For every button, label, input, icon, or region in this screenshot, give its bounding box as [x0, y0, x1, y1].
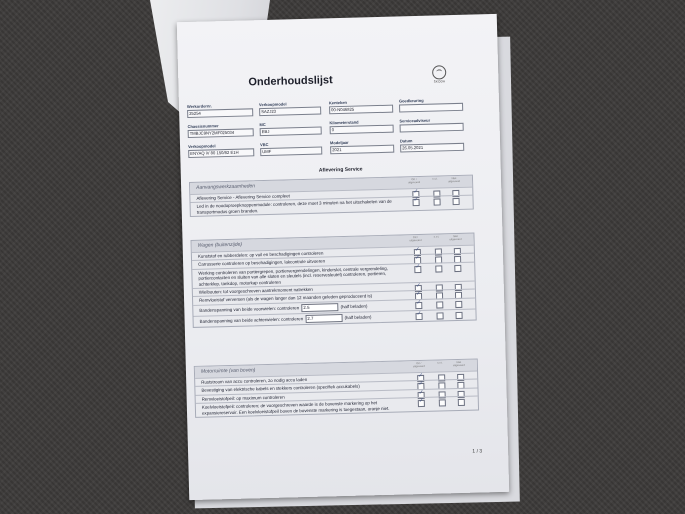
info-cell: [400, 137, 464, 152]
not-done-checkbox[interactable]: [454, 265, 461, 272]
info-label: Datum: [399, 138, 413, 144]
info-value: TMBJC9NY2MF025034: [188, 128, 254, 138]
info-cell: [187, 102, 253, 117]
row-text: Ruststroom van accu controleren, zo nodig accu laden: [201, 376, 308, 385]
row-text: Werking controleren van portiergrepen, portiervergrendelingen, kinderslot, centrale vergrendeling, portiercontacten en sluiten van alle sloten en sleutels (incl. reservesleutel) controleren, portieren, achterklep, tankdop, motorkap controleren: [198, 265, 388, 287]
ok-checkbox[interactable]: [418, 400, 425, 407]
section-heading-label: Wagen (buitenzijde): [197, 241, 243, 249]
info-value: [400, 122, 464, 132]
column-header: Niet uitgevoerd: [449, 234, 462, 242]
info-cell: [259, 121, 321, 136]
info-cell: [330, 139, 394, 154]
info-value: 25254: [187, 108, 253, 118]
row-text: Wielbouten: tot voorgeschreven aantrekmoment natrekken: [198, 286, 313, 295]
not-done-checkbox[interactable]: [455, 301, 462, 308]
skoda-logo: [428, 65, 450, 84]
info-label: Werkordernr.: [186, 103, 212, 110]
column-header: n.v.t.: [433, 235, 440, 239]
info-label: Goedkeuring: [398, 97, 424, 104]
nvt-checkbox[interactable]: [435, 265, 442, 272]
not-done-checkbox[interactable]: [458, 399, 465, 406]
ok-checkbox[interactable]: [413, 199, 420, 206]
nvt-checkbox[interactable]: [436, 312, 443, 319]
row-text: Bandenspanning van beide voorwielen: controleren: [199, 305, 301, 313]
info-value: ENYAQ iV 80 150/82 E1H: [188, 148, 254, 158]
row-text: Carrosserie controleren op beschadigingen, lakcontrole uitvoeren: [198, 258, 326, 268]
row-text-suffix: (half beladen): [339, 303, 368, 310]
page-number: 1 / 3: [472, 448, 483, 455]
row-text: Koelvloeistofpeil: controleren; de voorgeschreven waarde is de bovenste markering op het expansiereservoir. Een koelvloeistofpeil boven de bovenste markering is toegestaan, oranje niet.: [201, 400, 390, 416]
info-value: 00-N046825: [329, 104, 393, 114]
column-header: OK / uitgevoerd: [407, 178, 421, 185]
info-label: Serviceadviseur: [399, 117, 431, 124]
column-header: n.v.t.: [432, 177, 438, 181]
info-value: 2021: [330, 144, 394, 154]
info-label: Modeljaar: [329, 139, 349, 146]
row-text: Aflevering Service - Aflevering Service compleet: [196, 193, 290, 201]
info-value: SAZJ23: [259, 106, 321, 116]
checklist-section: [189, 175, 474, 218]
info-label: Verkoopmodel: [258, 101, 287, 108]
logo-text: ŠKODA: [433, 79, 446, 84]
ok-checkbox[interactable]: [415, 302, 422, 309]
info-value: 0: [330, 124, 394, 134]
row-text: Bevestiging van elektrische kabels en stekkers controleren (specifiek accukabels): [201, 384, 360, 394]
checklist-section: [191, 233, 477, 328]
info-cell: [399, 117, 463, 132]
info-cell: [329, 119, 393, 134]
service-section-title: Aflevering Service: [318, 166, 363, 174]
row-text: Led in de noodoproepknoppenmodule: controleren, deze moet 3 minuten na het uitschakelen van de transportmodus groen branden.: [196, 199, 392, 215]
vehicle-info-grid: [186, 96, 487, 156]
nvt-checkbox[interactable]: [434, 199, 441, 206]
info-cell: [188, 142, 254, 157]
maintenance-document: [177, 14, 509, 500]
row-text-suffix: (half beladen): [343, 314, 372, 321]
nvt-checkbox[interactable]: [439, 400, 446, 407]
document-title: Onderhoudslijst: [248, 74, 333, 89]
row-text: Remvloeistofpeil: op maximum controleren: [201, 394, 285, 402]
row-text: Kunststof en rubberdelen: op vuil en beschadigingen controleren: [197, 250, 324, 259]
not-done-checkbox[interactable]: [453, 198, 460, 205]
info-label: Chassisnummer: [187, 123, 219, 130]
skoda-logo-icon: [432, 65, 446, 79]
info-value: EBJ: [260, 126, 322, 136]
column-header: OK / uitgevoerd: [409, 236, 422, 243]
column-header: OK / uitgevoerd: [412, 361, 425, 369]
info-cell: [260, 141, 322, 156]
column-header: Niet uitgevoerd: [452, 360, 465, 368]
info-cell: [187, 122, 253, 137]
section-heading-label: Aanvangswerkzaamheden: [196, 183, 256, 191]
row-text: Bandenspanning van beide achterwielen: controleren: [199, 316, 305, 324]
nvt-checkbox[interactable]: [436, 301, 443, 308]
tire-pressure-field[interactable]: 2.7: [305, 314, 342, 323]
row-text: Remvloeistof verversen (als de wagen langer dan 12 maanden geleden geproduceerd is): [199, 293, 373, 304]
column-header: n.v.t.: [437, 361, 443, 365]
info-cell: [399, 97, 463, 112]
info-label: Verkoopmodel: [187, 143, 216, 150]
info-value: [399, 102, 463, 112]
not-done-checkbox[interactable]: [455, 312, 462, 319]
column-header: Niet uitgevoerd: [447, 177, 461, 184]
info-cell: [329, 99, 393, 114]
info-cell: [259, 101, 321, 116]
ok-checkbox[interactable]: [414, 266, 421, 273]
info-value: 26.05.2021: [400, 142, 464, 152]
info-label: VBC: [259, 141, 269, 148]
tire-pressure-field[interactable]: 2.5: [301, 303, 338, 312]
section-heading-label: Motorruimte (van boven): [200, 367, 256, 375]
checklist-section: [194, 359, 479, 418]
ok-checkbox[interactable]: [415, 313, 422, 320]
info-label: Kilometerstand: [329, 119, 359, 126]
info-value: UMF: [260, 146, 322, 156]
info-label: MC: [259, 121, 266, 128]
info-label: Kenteken: [328, 99, 348, 106]
